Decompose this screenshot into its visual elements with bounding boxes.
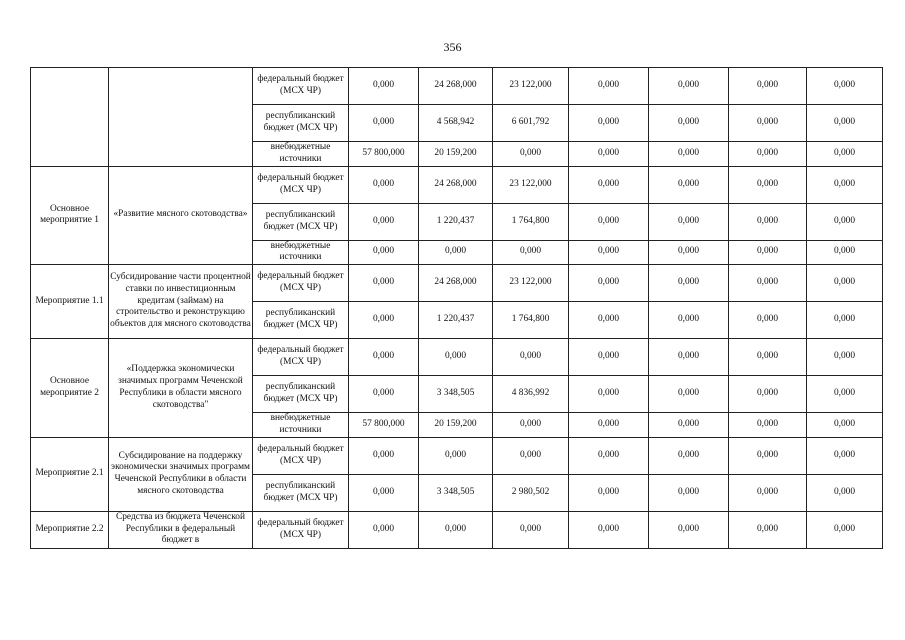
- amount-cell: 0,000: [807, 376, 883, 413]
- amount-cell: 0,000: [493, 437, 569, 474]
- amount-cell: 0,000: [419, 511, 493, 548]
- amount-cell: 0,000: [649, 437, 729, 474]
- amount-cell: 0,000: [493, 511, 569, 548]
- amount-cell: 0,000: [729, 437, 807, 474]
- table-row: [31, 339, 883, 376]
- amount-cell: 0,000: [807, 68, 883, 105]
- amount-cell: 0,000: [729, 339, 807, 376]
- activity-label: Мероприятие 1.1: [31, 265, 109, 339]
- amount-cell: 0,000: [569, 339, 649, 376]
- amount-cell: 20 159,200: [419, 413, 493, 438]
- funding-source: федеральный бюджет (МСХ ЧР): [253, 437, 349, 474]
- activity-label: Мероприятие 2.2: [31, 511, 109, 548]
- amount-cell: 1 220,437: [419, 302, 493, 339]
- amount-cell: 0,000: [349, 474, 419, 511]
- amount-cell: 0,000: [729, 413, 807, 438]
- amount-cell: 0,000: [649, 166, 729, 203]
- funding-source: республиканский бюджет (МСХ ЧР): [253, 474, 349, 511]
- amount-cell: 20 159,200: [419, 142, 493, 167]
- funding-source: федеральный бюджет (МСХ ЧР): [253, 511, 349, 548]
- amount-cell: 1 764,800: [493, 203, 569, 240]
- amount-cell: 0,000: [807, 265, 883, 302]
- amount-cell: 0,000: [349, 203, 419, 240]
- amount-cell: 0,000: [729, 68, 807, 105]
- amount-cell: 0,000: [493, 413, 569, 438]
- funding-source: федеральный бюджет (МСХ ЧР): [253, 166, 349, 203]
- activity-description: «Развитие мясного скотоводства»: [109, 166, 253, 265]
- amount-cell: 0,000: [729, 511, 807, 548]
- amount-cell: 0,000: [349, 105, 419, 142]
- amount-cell: 23 122,000: [493, 166, 569, 203]
- amount-cell: 2 980,502: [493, 474, 569, 511]
- activity-description: [109, 68, 253, 167]
- amount-cell: 0,000: [419, 437, 493, 474]
- amount-cell: 0,000: [729, 142, 807, 167]
- amount-cell: 0,000: [807, 339, 883, 376]
- amount-cell: 0,000: [569, 437, 649, 474]
- funding-source: внебюджетные источники: [253, 142, 349, 167]
- amount-cell: 0,000: [349, 265, 419, 302]
- amount-cell: 0,000: [493, 240, 569, 265]
- amount-cell: 0,000: [649, 376, 729, 413]
- amount-cell: 0,000: [569, 265, 649, 302]
- amount-cell: 0,000: [807, 437, 883, 474]
- amount-cell: 0,000: [807, 240, 883, 265]
- amount-cell: 24 268,000: [419, 166, 493, 203]
- amount-cell: 0,000: [729, 376, 807, 413]
- funding-source: республиканский бюджет (МСХ ЧР): [253, 203, 349, 240]
- amount-cell: 0,000: [807, 203, 883, 240]
- amount-cell: 0,000: [649, 240, 729, 265]
- amount-cell: 0,000: [569, 68, 649, 105]
- amount-cell: 3 348,505: [419, 376, 493, 413]
- table-row: [31, 511, 883, 548]
- amount-cell: 0,000: [729, 474, 807, 511]
- amount-cell: 23 122,000: [493, 68, 569, 105]
- amount-cell: 0,000: [349, 68, 419, 105]
- amount-cell: 24 268,000: [419, 68, 493, 105]
- amount-cell: 0,000: [649, 302, 729, 339]
- amount-cell: 0,000: [569, 376, 649, 413]
- funding-source: внебюджетные источники: [253, 240, 349, 265]
- amount-cell: 0,000: [349, 511, 419, 548]
- amount-cell: 57 800,000: [349, 413, 419, 438]
- amount-cell: 0,000: [569, 105, 649, 142]
- amount-cell: 0,000: [569, 474, 649, 511]
- amount-cell: 0,000: [649, 339, 729, 376]
- amount-cell: 0,000: [807, 105, 883, 142]
- activity-label: Основное мероприятие 1: [31, 166, 109, 265]
- activity-description: Субсидирование на поддержку экономически значимых программ Чеченской Республики в области мясного скотоводства: [109, 437, 253, 511]
- table-row: [31, 166, 883, 203]
- amount-cell: 1 220,437: [419, 203, 493, 240]
- amount-cell: 0,000: [649, 474, 729, 511]
- funding-source: внебюджетные источники: [253, 413, 349, 438]
- amount-cell: 0,000: [807, 302, 883, 339]
- amount-cell: 0,000: [729, 302, 807, 339]
- amount-cell: 23 122,000: [493, 265, 569, 302]
- amount-cell: 0,000: [729, 265, 807, 302]
- amount-cell: 0,000: [349, 437, 419, 474]
- amount-cell: 0,000: [729, 105, 807, 142]
- amount-cell: 0,000: [569, 511, 649, 548]
- activity-label: [31, 68, 109, 167]
- funding-source: федеральный бюджет (МСХ ЧР): [253, 68, 349, 105]
- table-row: [31, 265, 883, 302]
- activity-description: «Поддержка экономически значимых программ Чеченской Республики в области мясного скотоводства": [109, 339, 253, 438]
- table-row: [31, 437, 883, 474]
- amount-cell: 0,000: [569, 240, 649, 265]
- amount-cell: 0,000: [569, 166, 649, 203]
- amount-cell: 0,000: [349, 339, 419, 376]
- amount-cell: 0,000: [349, 240, 419, 265]
- amount-cell: 0,000: [569, 203, 649, 240]
- amount-cell: 0,000: [349, 376, 419, 413]
- amount-cell: 0,000: [807, 142, 883, 167]
- amount-cell: 0,000: [569, 413, 649, 438]
- amount-cell: 0,000: [807, 166, 883, 203]
- activity-label: Основное мероприятие 2: [31, 339, 109, 438]
- amount-cell: 4 836,992: [493, 376, 569, 413]
- amount-cell: 0,000: [493, 142, 569, 167]
- amount-cell: 0,000: [649, 413, 729, 438]
- amount-cell: 0,000: [807, 474, 883, 511]
- amount-cell: 0,000: [729, 240, 807, 265]
- amount-cell: 0,000: [569, 142, 649, 167]
- activity-label: Мероприятие 2.1: [31, 437, 109, 511]
- funding-source: республиканский бюджет (МСХ ЧР): [253, 302, 349, 339]
- amount-cell: 3 348,505: [419, 474, 493, 511]
- amount-cell: 57 800,000: [349, 142, 419, 167]
- table-row: [31, 68, 883, 105]
- funding-source: республиканский бюджет (МСХ ЧР): [253, 105, 349, 142]
- amount-cell: 0,000: [729, 203, 807, 240]
- amount-cell: 0,000: [569, 302, 649, 339]
- amount-cell: 0,000: [729, 166, 807, 203]
- amount-cell: 0,000: [807, 413, 883, 438]
- amount-cell: 24 268,000: [419, 265, 493, 302]
- activity-description: Средства из бюджета Чеченской Республики в федеральный бюджет в: [109, 511, 253, 548]
- amount-cell: 6 601,792: [493, 105, 569, 142]
- amount-cell: 1 764,800: [493, 302, 569, 339]
- amount-cell: 0,000: [419, 339, 493, 376]
- amount-cell: 0,000: [649, 203, 729, 240]
- amount-cell: 0,000: [649, 105, 729, 142]
- amount-cell: 0,000: [649, 68, 729, 105]
- amount-cell: 0,000: [649, 142, 729, 167]
- funding-source: республиканский бюджет (МСХ ЧР): [253, 376, 349, 413]
- funding-source: федеральный бюджет (МСХ ЧР): [253, 339, 349, 376]
- amount-cell: 0,000: [349, 302, 419, 339]
- amount-cell: 0,000: [649, 511, 729, 548]
- funding-source: федеральный бюджет (МСХ ЧР): [253, 265, 349, 302]
- amount-cell: 4 568,942: [419, 105, 493, 142]
- amount-cell: 0,000: [649, 265, 729, 302]
- activity-description: Субсидирование части процентной ставки по инвестиционным кредитам (займам) на строительство и реконструкцию объектов для мясного скотоводства: [109, 265, 253, 339]
- amount-cell: 0,000: [349, 166, 419, 203]
- amount-cell: 0,000: [493, 339, 569, 376]
- amount-cell: 0,000: [807, 511, 883, 548]
- budget-table: [30, 67, 883, 549]
- page-number: 356: [443, 40, 462, 54]
- amount-cell: 0,000: [419, 240, 493, 265]
